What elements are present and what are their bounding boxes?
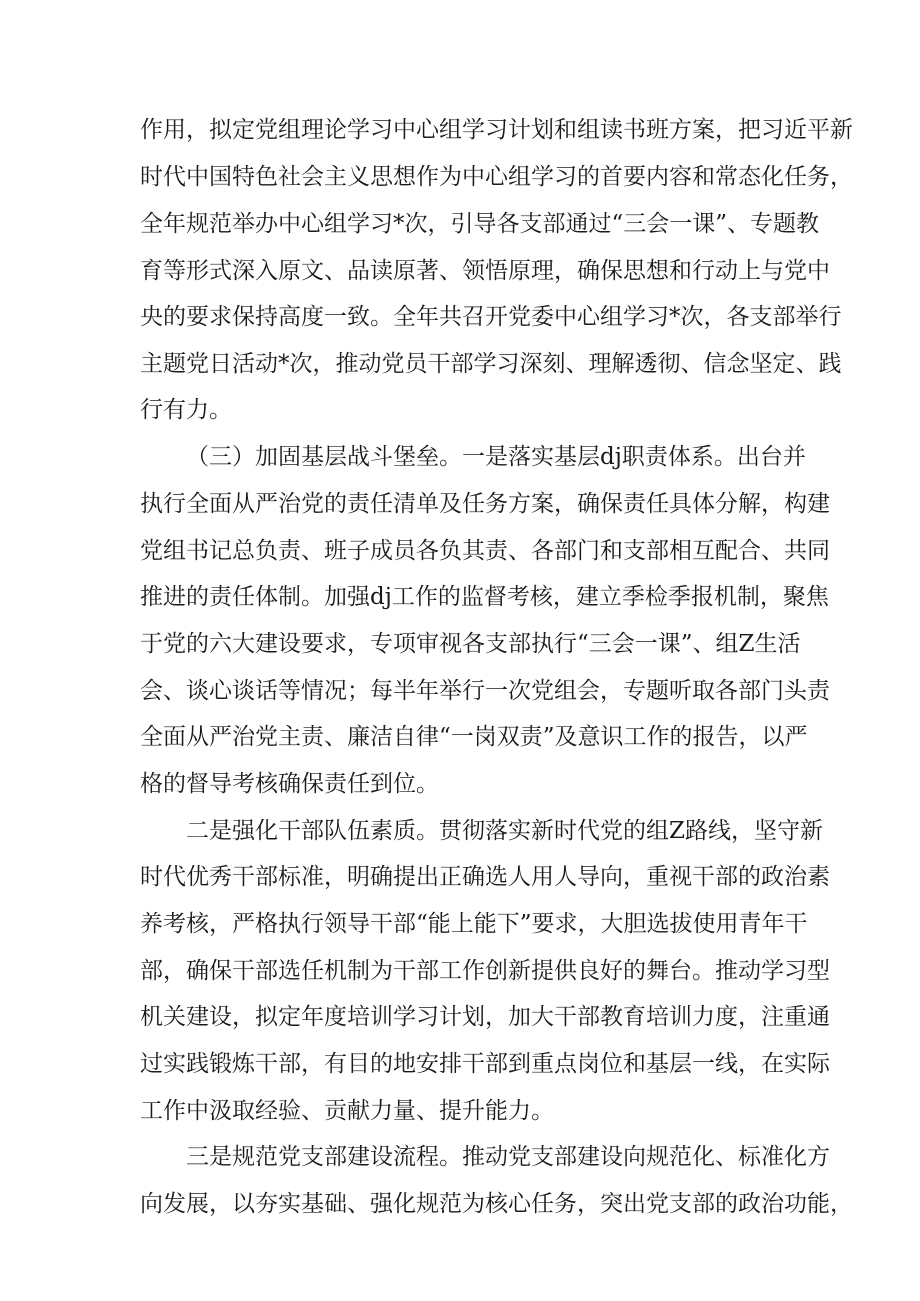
text-line: 央的要求保持高度一致。全年共召开党委中心组学习*次，各支部举行 xyxy=(140,304,842,330)
text-line: 于党的六大建设要求，专项审视各支部执行“三会一课”、组Z生活 xyxy=(140,631,801,657)
text-line: 行有力。 xyxy=(140,397,232,423)
text-line: 机关建设，拟定年度培训学习计划，加大干部教育培训力度，注重通 xyxy=(140,1004,830,1030)
text-line: 部，确保干部选任机制为干部工作创新提供良好的舞台。推动学习型 xyxy=(140,958,830,984)
text-line: 会、谈心谈话等情况；每半年举行一次党组会，专题听取各部门头责 xyxy=(140,678,830,704)
text-line: 向发展，以夯实基础、强化规范为核心任务，突出党支部的政治功能， xyxy=(140,1191,853,1217)
text-line: 全面从严治党主责、廉洁自律“一岗双责”及意识工作的报告，以严 xyxy=(140,724,808,750)
text-line: 工作中汲取经验、贡献力量、提升能力。 xyxy=(140,1098,554,1124)
text-line: 执行全面从严治党的责任清单及任务方案，确保责任具体分解，构建 xyxy=(140,491,830,517)
text-line: 作用，拟定党组理论学习中心组学习计划和组读书班方案，把习近平新 xyxy=(140,117,853,143)
paragraph-first-line: 二是强化干部队伍素质。贯彻落实新时代党的组Z路线，坚守新 xyxy=(186,818,823,844)
paragraph-heading-line: （三）加固基层战斗堡垒。一是落实基层dj职责体系。出台并 xyxy=(186,444,806,470)
text-line: 时代中国特色社会主义思想作为中心组学习的首要内容和常态化任务， xyxy=(140,164,853,190)
text-line: 过实践锻炼干部，有目的地安排干部到重点岗位和基层一线，在实际 xyxy=(140,1051,830,1077)
text-line: 时代优秀干部标准，明确提出正确选人用人导向，重视干部的政治素 xyxy=(140,864,830,890)
text-line: 推进的责任体制。加强dj工作的监督考核，建立季检季报机制，聚焦 xyxy=(140,584,829,610)
text-line: 格的督导考核确保责任到位。 xyxy=(140,771,439,797)
text-line: 养考核，严格执行领导干部“能上能下”要求，大胆选拔使用青年干 xyxy=(140,911,808,937)
text-line: 主题党日活动*次，推动党员干部学习深刻、理解透彻、信念坚定、践 xyxy=(140,351,842,377)
text-line: 党组书记总负责、班子成员各负其责、各部门和支部相互配合、共同 xyxy=(140,538,830,564)
paragraph-first-line: 三是规范党支部建设流程。推动党支部建设向规范化、标准化方 xyxy=(186,1144,830,1170)
text-line: 育等形式深入原文、品读原著、领悟原理，确保思想和行动上与党中 xyxy=(140,258,830,284)
text-line: 全年规范举办中心组学习*次，引导各支部通过“三会一课”、专题教 xyxy=(140,211,820,237)
